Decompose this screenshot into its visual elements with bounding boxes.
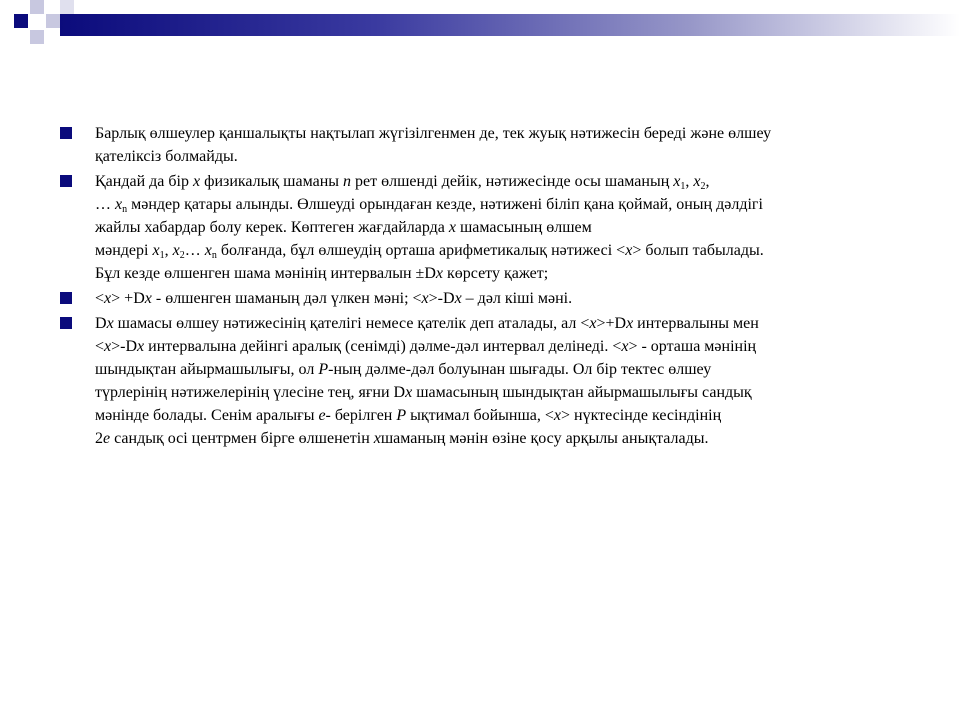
text-line: <x>-Dx интервалына дейінгі аралық (сенімді) дәлме-дәл интервал делінеді. <x> - орташа мәнінің	[95, 338, 757, 355]
text-line: шындықтан айырмашылығы, ол P-ның дәлме-дәл болуынан шығады. Ол бір тектес өлшеу	[95, 361, 712, 378]
square-bullet-icon	[60, 175, 72, 187]
deco-square-light	[30, 0, 44, 14]
text-line: мәнінде болады. Сенім аралығы e- берілген P ықтимал бойынша, <x> нүктесінде кесіндінің	[95, 407, 722, 424]
bullet-item	[60, 122, 890, 168]
deco-square-light	[46, 14, 60, 28]
text-line: Қандай да бір x физикалық шаманы n рет өлшенді дейік, нәтижесінде осы шаманың $x_1$, $x_2$,	[95, 173, 710, 192]
deco-square-light	[60, 0, 74, 14]
square-bullet-icon	[60, 292, 72, 304]
text-line: қателіксіз болмайды.	[95, 148, 238, 165]
header-decoration	[0, 0, 960, 60]
text-line: 2e сандық осі центрмен бірге өлшенетін xшаманың мәнін өзіне қосу арқылы анықталады.	[95, 430, 709, 447]
square-bullet-icon	[60, 127, 72, 139]
text-line: Бұл кезде өлшенген шама мәнінің интервалын ±Dx көрсету қажет;	[95, 265, 549, 282]
bullet-item	[60, 287, 890, 310]
text-line: жайлы хабардар болу керек. Көптеген жағдайларда x шамасының өлшем	[95, 219, 592, 236]
square-bullet-icon	[60, 317, 72, 329]
deco-square-light	[30, 30, 44, 44]
text-line: Dx шамасы өлшеу нәтижесінің қателігі немесе қателік деп аталады, ал <x>+Dx интервалыны мен	[95, 315, 759, 332]
text-line: мәндері $x_1$, $x_2\dots$ $x_n$ болғанда, бұл өлшеудің орташа арифметикалық нәтижесі <x> болып табылады.	[95, 242, 764, 261]
text-line: түрлерінің нәтижелерінің үлесіне тең, яғни Dx шамасының шындықтан айырмашылығы сандық	[95, 384, 752, 401]
deco-square-dark	[14, 14, 28, 28]
text-line: … $x_n$ мәндер қатары алынды. Өлшеуді орындаған кезде, нәтижені біліп қана қоймай, оның дәлдігі	[95, 196, 763, 215]
text-line: <x> +Dx - өлшенген шаманың дәл үлкен мәні; <x>-Dx – дәл кіші мәні.	[95, 290, 573, 307]
bullet-item	[60, 312, 890, 450]
bullet-item	[60, 170, 890, 285]
header-gradient-bar	[60, 14, 960, 36]
text-line: Барлық өлшеулер қаншалықты нақтылап жүгізілгенмен де, тек жуық нәтижесін береді және өлшеу	[95, 125, 772, 142]
slide-body	[60, 122, 890, 452]
